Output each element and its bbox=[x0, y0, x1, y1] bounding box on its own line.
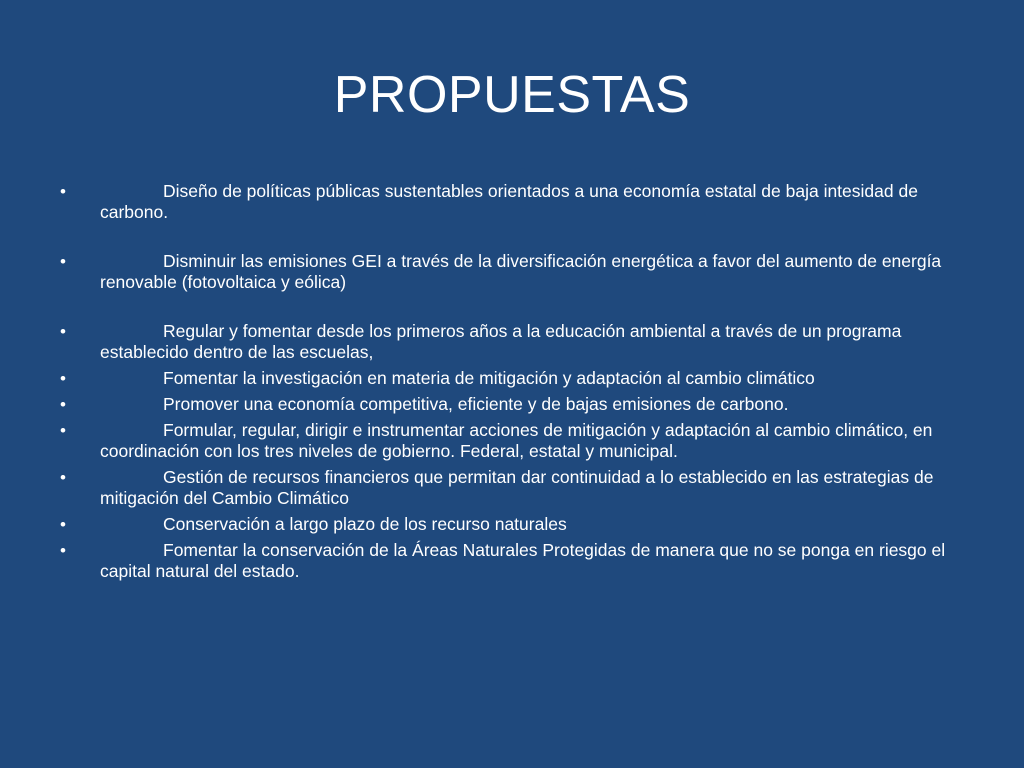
list-item bbox=[60, 251, 960, 293]
bullet-icon: • bbox=[60, 182, 66, 201]
bullet-icon: • bbox=[60, 515, 66, 534]
bullet-icon: • bbox=[60, 252, 66, 271]
list-item-text: Regular y fomentar desde los primeros años a la educación ambiental a través de un programa establecido dentro de las escuelas, bbox=[100, 321, 902, 362]
list-item bbox=[60, 420, 960, 462]
list-item-text: Conservación a largo plazo de los recurso naturales bbox=[163, 514, 567, 534]
slide-title: PROPUESTAS bbox=[333, 66, 691, 124]
list-item bbox=[60, 321, 960, 363]
bullet-icon: • bbox=[60, 322, 66, 341]
list-item-text: Formular, regular, dirigir e instrumentar acciones de mitigación y adaptación al cambio climático, en coordinación con los tres niveles de gobierno. Federal, estatal y municipal. bbox=[100, 420, 933, 461]
bullet-icon: • bbox=[60, 421, 66, 440]
list-item bbox=[60, 394, 960, 415]
bullet-icon: • bbox=[60, 369, 66, 388]
list-item-text: Fomentar la investigación en materia de mitigación y adaptación al cambio climático bbox=[163, 368, 815, 388]
list-item-text: Fomentar la conservación de la Áreas Naturales Protegidas de manera que no se ponga en riesgo el capital natural del estado. bbox=[100, 540, 946, 581]
list-item-text: Gestión de recursos financieros que permitan dar continuidad a lo establecido en las estrategias de mitigación del Cambio Climático bbox=[100, 467, 934, 508]
list-item-text: Promover una economía competitiva, eficiente y de bajas emisiones de carbono. bbox=[163, 394, 789, 414]
list-item-text: Diseño de políticas públicas sustentables orientados a una economía estatal de baja intesidad de carbono. bbox=[100, 181, 918, 222]
bullet-icon: • bbox=[60, 395, 66, 414]
list-item bbox=[60, 368, 960, 389]
list-item bbox=[60, 467, 960, 509]
list-item bbox=[60, 540, 960, 582]
list-item bbox=[60, 181, 960, 223]
bullet-icon: • bbox=[60, 468, 66, 487]
list-item-text: Disminuir las emisiones GEI a través de la diversificación energética a favor del aumento de energía renovable (fotovoltaica y eólica) bbox=[100, 251, 942, 292]
proposal-list bbox=[60, 181, 960, 587]
list-item bbox=[60, 514, 960, 535]
bullet-icon: • bbox=[60, 541, 66, 560]
